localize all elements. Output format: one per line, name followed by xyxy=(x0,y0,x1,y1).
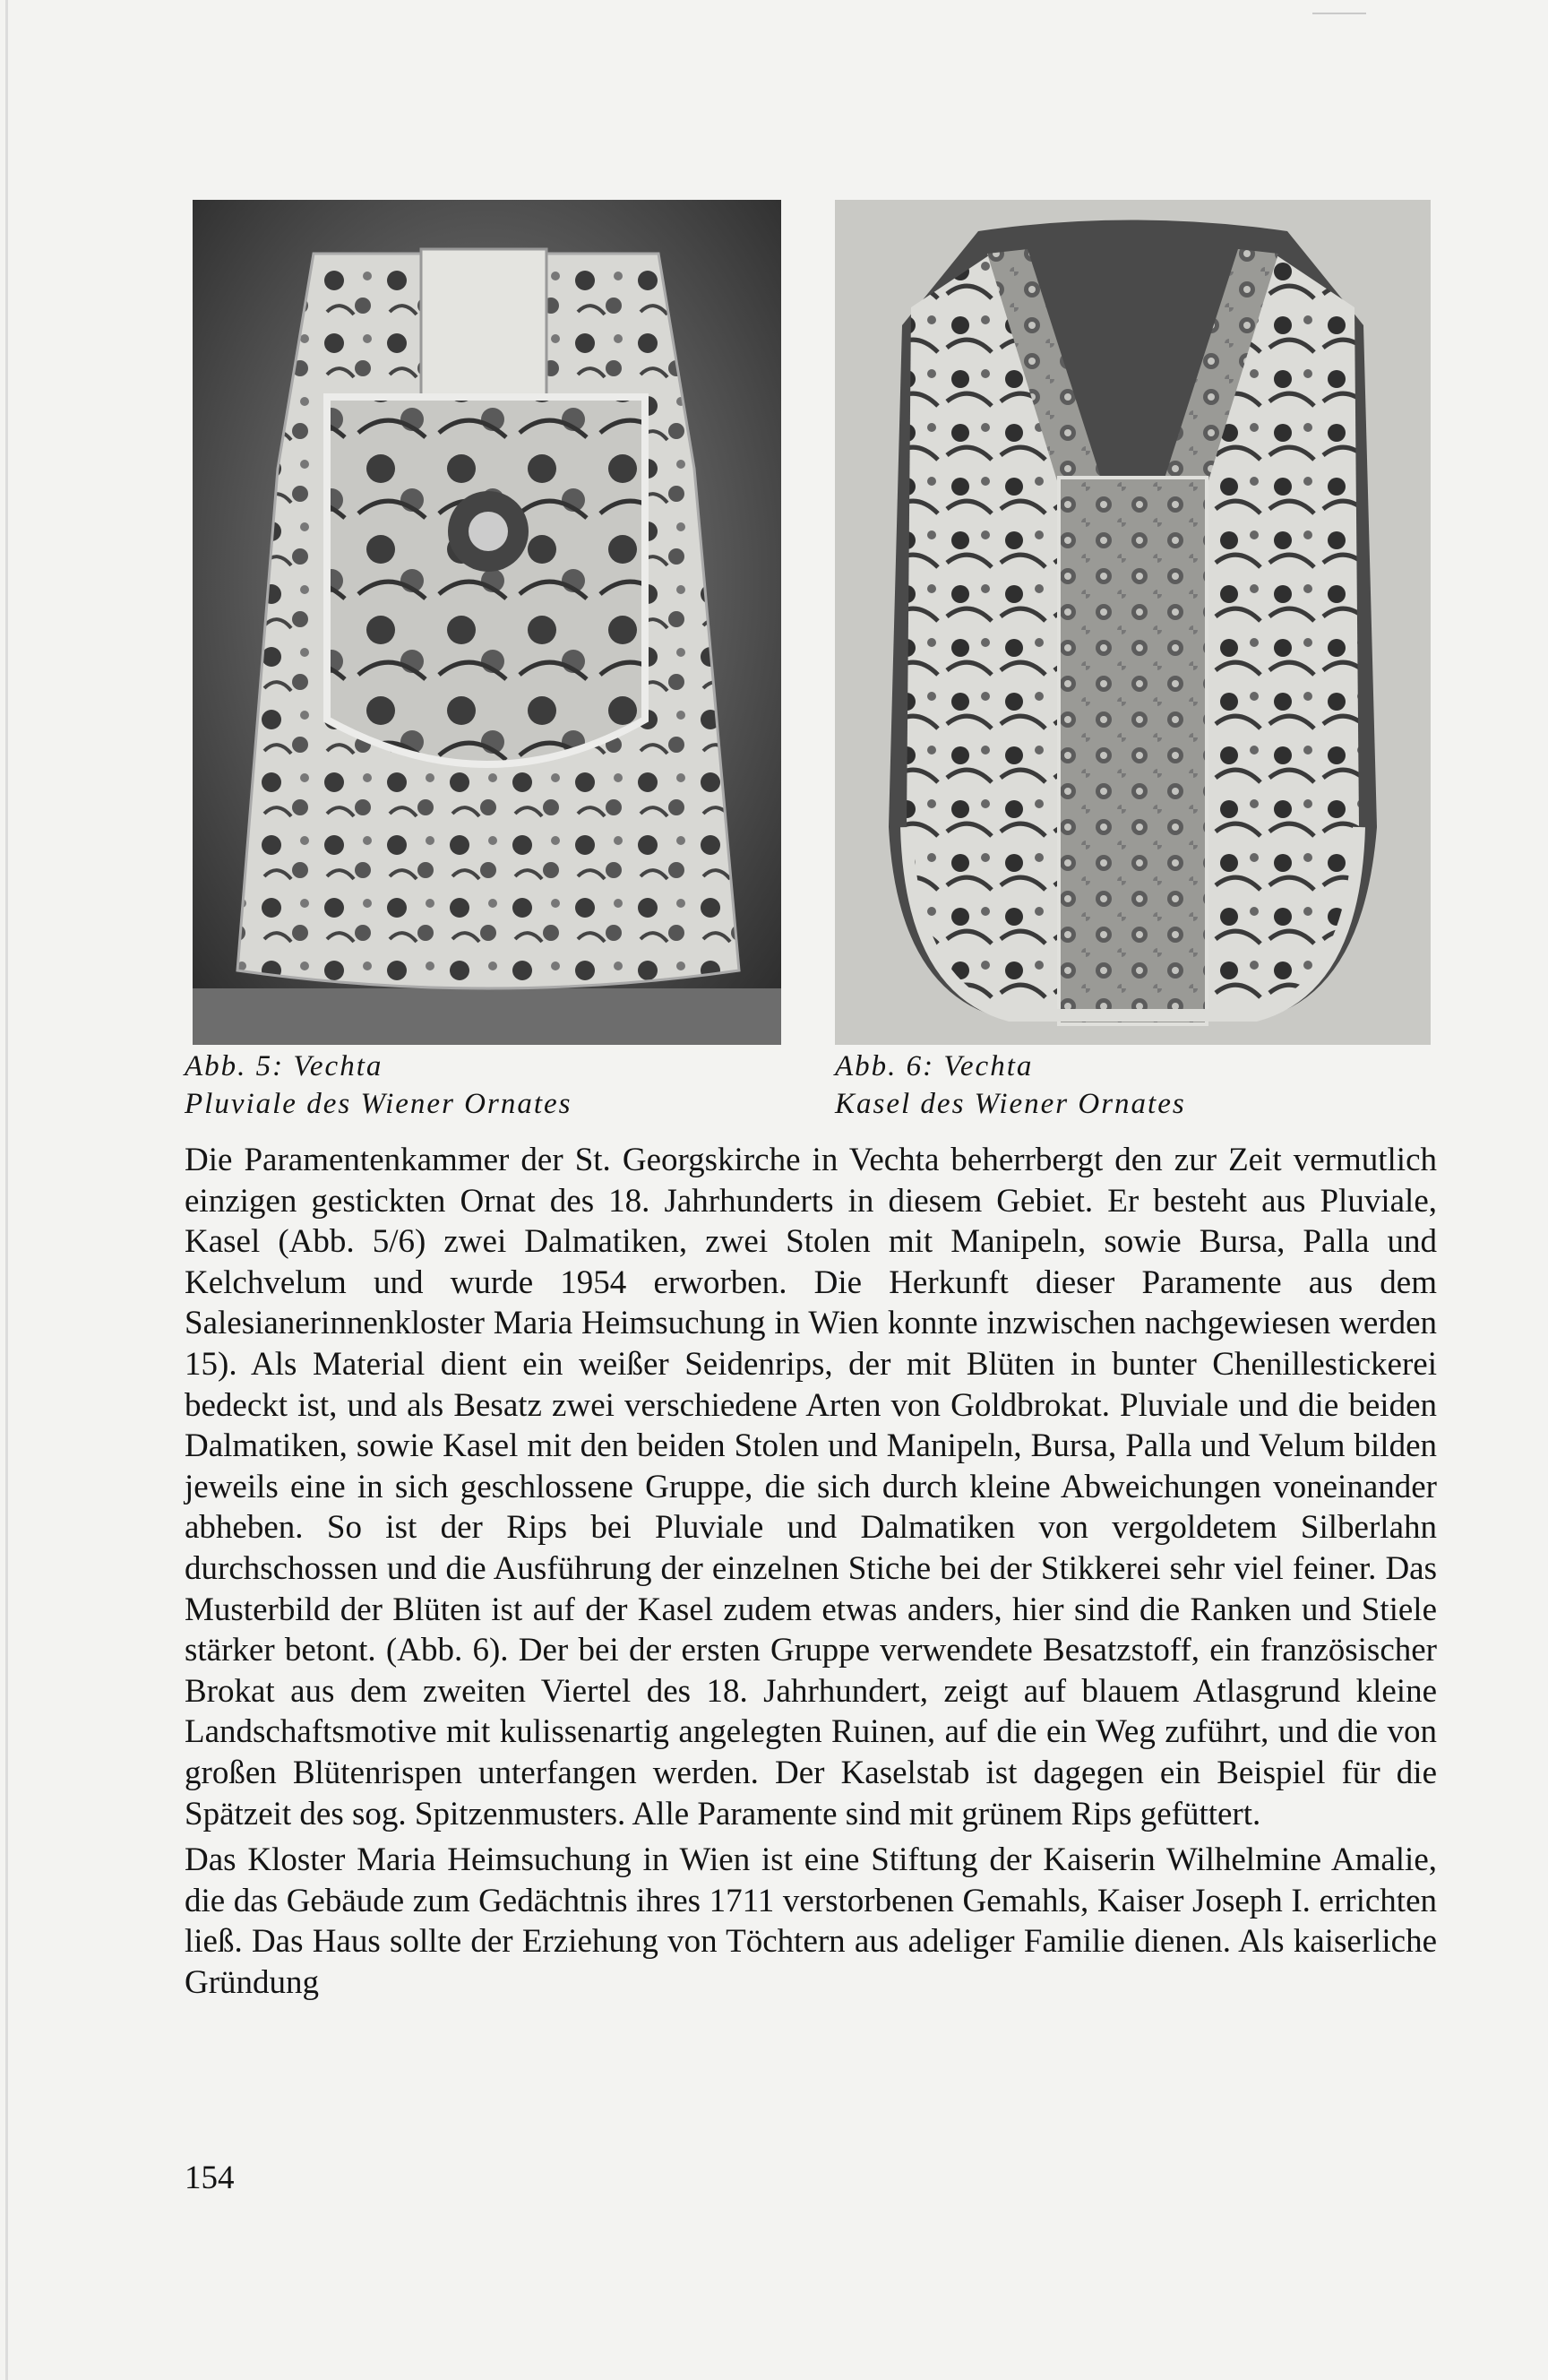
figure-6-caption: Kasel des Wiener Ornates xyxy=(835,1088,1186,1120)
paragraph-1: Die Paramentenkammer der St. Georgskirche in Vechta beherrbergt den zur Zeit vermutlich einzigen gestickten Ornat des 18. Jahrhunderts in diesem Gebiet. Er besteht aus Pluviale, Kasel (Abb. 5/6) zwei Dalmatiken, zwei Stolen mit Manipeln, sowie Bursa, Palla und Kelchvelum und wurde 1954 erworben. Die Herkunft dieser Paramente aus dem Salesianerinnenkloster Maria Heimsuchung in Wien konnte inzwischen nachgewiesen werden 15). Als Material dient ein weißer Seidenrips, der mit Blüten in bunter Chenillestickerei bedeckt ist, und als Besatz zwei verschiedene Arten von Goldbrokat. Pluviale und die beiden Dalmatiken, sowie Kasel mit den beiden Stolen und Manipeln, Bursa, Palla und Velum bilden jeweils eine in sich geschlossene Gruppe, die sich durch kleine Abweichungen voneinander abheben. So ist der Rips bei Pluviale und Dalmatiken von vergoldetem Silberlahn durchschossen und die Ausführung der einzelnen Stiche bei der Stikkerei sehr viel feiner. Das Musterbild der Blüten ist auf der Kasel zudem etwas anders, hier sind die Ranken und Stiele stärker betont. (Abb. 6). Der bei der ersten Gruppe verwendete Besatzstoff, ein französischer Brokat aus dem zweiten Viertel des 18. Jahrhundert, zeigt auf blauem Atlasgrund kleine Landschaftsmotive mit kulissenartig angelegten Ruinen, auf die ein Weg zuführt, und die von großen Blütenrispen unterfangen werden. Der Kaselstab ist dagegen ein Beispiel für die Spätzeit des sog. Spitzenmusters. Alle Paramente sind mit grünem Rips gefüttert. xyxy=(185,1142,1437,1832)
kasel-illustration xyxy=(835,200,1431,1045)
figure-5-number: Abb. 5: Vechta xyxy=(185,1050,383,1082)
page-number: 154 xyxy=(185,2160,235,2196)
figure-5-caption: Pluviale des Wiener Ornates xyxy=(185,1088,572,1120)
page-gutter-shadow xyxy=(5,0,8,2380)
figure-5-photo-pluviale xyxy=(193,200,781,1045)
pluviale-illustration xyxy=(193,200,781,1045)
body-text xyxy=(185,1140,1437,2003)
scan-mark xyxy=(1312,13,1366,14)
figure-6-photo-kasel xyxy=(835,200,1431,1045)
paragraph-2: Das Kloster Maria Heimsuchung in Wien ist eine Stiftung der Kaiserin Wilhelmine Amalie, die das Gebäude zum Gedächtnis ihres 1711 verstorbenen Gemahls, Kaiser Joseph I. errichten ließ. Das Haus sollte der Erziehung von Töchtern aus adeliger Familie dienen. Als kaiserliche Gründung xyxy=(185,1841,1437,2001)
figure-6-number: Abb. 6: Vechta xyxy=(835,1050,1034,1082)
